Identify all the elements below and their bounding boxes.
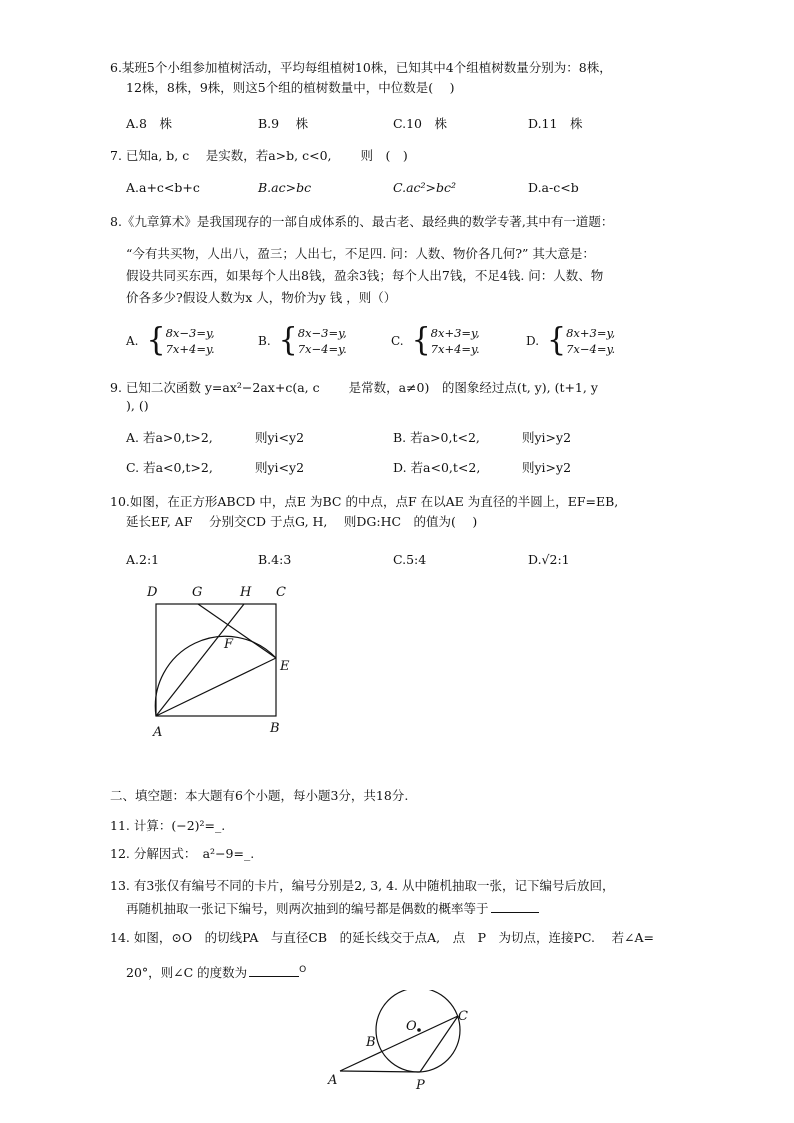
q10-option-d: D.√2:1: [528, 552, 570, 567]
q13-line2: [126, 900, 539, 917]
q7-option-c: C.ac²>bc²: [393, 180, 457, 195]
q9-line2: ), (): [126, 398, 149, 413]
q6-option-b: B.9 株: [258, 116, 309, 131]
q6-option-d: D.11 株: [528, 116, 583, 131]
segment-ac: [340, 1016, 458, 1071]
q9-option-d-result: 则yi>y2: [522, 460, 572, 475]
q8-option-c-letter: C.: [391, 334, 404, 348]
label-c: C: [458, 1009, 468, 1024]
label-c: C: [276, 585, 286, 600]
brace-icon: {: [411, 322, 431, 359]
q8-option-a: [126, 322, 215, 359]
q10-square-figure: [140, 578, 310, 743]
q8-line1: 8.《九章算术》是我国现存的一部自成体系的、最古老、最经典的数学专著,其中有一道题：: [110, 214, 614, 229]
q9-line1: 9. 已知二次函数 y=ax²−2ax+c(a, c 是常数，a≠0) 的图象经过点(t, y), (t+1, y: [110, 380, 598, 395]
q8-line4: 价各多少?假设人数为x 人，物价为y 钱 ，则（）: [126, 290, 397, 305]
brace-icon: {: [278, 322, 298, 359]
label-d: D: [147, 585, 158, 600]
q6-option-a: A.8 株: [126, 116, 172, 131]
q9-option-b-result: 则yi>y2: [522, 430, 572, 445]
q9-option-a-result: 则yi<y2: [255, 430, 305, 445]
label-e: E: [280, 659, 290, 674]
q9-option-d-cond: D. 若a<0,t<2,: [393, 460, 481, 475]
q10-option-c: C.5:4: [393, 552, 427, 567]
q8-line3: 假设共同买东西，如果每个人出8钱，盈余3钱；每个人出7钱，不足4钱. 问：人数、物: [126, 268, 604, 283]
label-h: H: [240, 585, 252, 600]
semicircle-ae: [155, 636, 276, 716]
label-f: F: [224, 637, 234, 652]
q12-text: 12. 分解因式： a²−9=_.: [110, 846, 255, 861]
q8-option-b: [258, 322, 347, 359]
q14-line2-text: 20°，则∠C 的度数为: [126, 965, 248, 981]
q10-option-b: B.4:3: [258, 552, 292, 567]
q14-line1: 14. 如图，⊙O 的切线PA 与直径CB 的延长线交于点A, 点 P 为切点，连接PC. 若∠A=: [110, 930, 654, 945]
q8-option-d-letter: D.: [526, 334, 540, 348]
q9-option-c-cond: C. 若a<0,t>2,: [126, 460, 213, 475]
center-o-dot: [417, 1028, 421, 1032]
q9-option-a-cond: A. 若a>0,t>2,: [126, 430, 213, 445]
q9-option-b-cond: B. 若a>0,t<2,: [393, 430, 480, 445]
q11-text: 11. 计算：(−2)²=_.: [110, 818, 226, 833]
q14-answer-blank: [249, 964, 299, 977]
brace-icon: {: [547, 322, 567, 359]
q8-option-a-letter: A.: [126, 334, 139, 348]
q6-option-c: C.10 株: [393, 116, 447, 131]
q10-line2: 延长EF, AF 分别交CD 于点G, H, 则DG:HC 的值为( ): [126, 514, 478, 529]
q8-option-c-eq2: 7x+4=y.: [430, 342, 480, 356]
section2-heading: 二、填空题：本大题有6个小题，每小题3分，共18分.: [110, 788, 409, 803]
label-a: A: [153, 725, 163, 740]
square-abcd: [156, 604, 276, 716]
q8-option-b-eq1: 8x−3=y,: [297, 326, 347, 340]
segment-ah: [156, 604, 244, 716]
q8-option-c: [391, 322, 480, 359]
q8-option-a-eq2: 7x+4=y.: [165, 342, 215, 356]
q9-option-c-result: 则yi<y2: [255, 460, 305, 475]
q14-line2: [126, 962, 306, 981]
q14-degree-mark: O: [299, 965, 307, 975]
q10-line1: 10.如图，在正方形ABCD 中，点E 为BC 的中点，点F 在以AE 为直径的半圆上，EF=EB,: [110, 494, 619, 509]
q7-option-a: A.a+c<b+c: [126, 180, 200, 195]
q14-circle-figure: [322, 990, 482, 1095]
q13-line2-text: 再随机抽取一张记下编号，则两次抽到的编号都是偶数的概率等于: [126, 901, 489, 916]
q8-option-a-eq1: 8x−3=y,: [165, 326, 215, 340]
q7-option-d: D.a-c<b: [528, 180, 579, 195]
label-p: P: [416, 1078, 425, 1093]
q8-option-c-eq1: 8x+3=y,: [430, 326, 480, 340]
label-b: B: [270, 721, 280, 736]
q13-line1: 13. 有3张仅有编号不同的卡片，编号分别是2, 3, 4. 从中随机抽取一张，记下编号后放回，: [110, 878, 615, 893]
q8-option-b-eq2: 7x−4=y.: [297, 342, 347, 356]
q13-answer-blank: [491, 900, 539, 913]
brace-icon: {: [146, 322, 166, 359]
segment-ae: [156, 658, 276, 716]
label-g: G: [192, 585, 203, 600]
q10-option-a: A.2:1: [126, 552, 160, 567]
q8-option-d: [526, 322, 616, 359]
q6-line1: 6.某班5个小组参加植树活动，平均每组植树10株，已知其中4个组植树数量分别为：8株，: [110, 60, 612, 75]
q7-line1: 7. 已知a, b, c 是实数，若a>b, c<0, 则 ( ): [110, 148, 408, 163]
label-a: A: [328, 1073, 338, 1088]
q7-option-b: B.ac>bc: [258, 180, 312, 195]
label-b: B: [366, 1035, 376, 1050]
q8-option-d-eq1: 8x+3=y,: [566, 326, 616, 340]
q8-line2: “今有共买物，人出八，盈三；人出七，不足四. 问：人数、物价各几何?” 其大意是：: [126, 246, 595, 261]
q8-option-d-eq2: 7x−4=y.: [566, 342, 616, 356]
label-o: O: [406, 1019, 417, 1034]
q6-line2: 12株，8株，9株，则这5个组的植树数量中，中位数是( ): [126, 80, 455, 95]
q8-option-b-letter: B.: [258, 334, 271, 348]
